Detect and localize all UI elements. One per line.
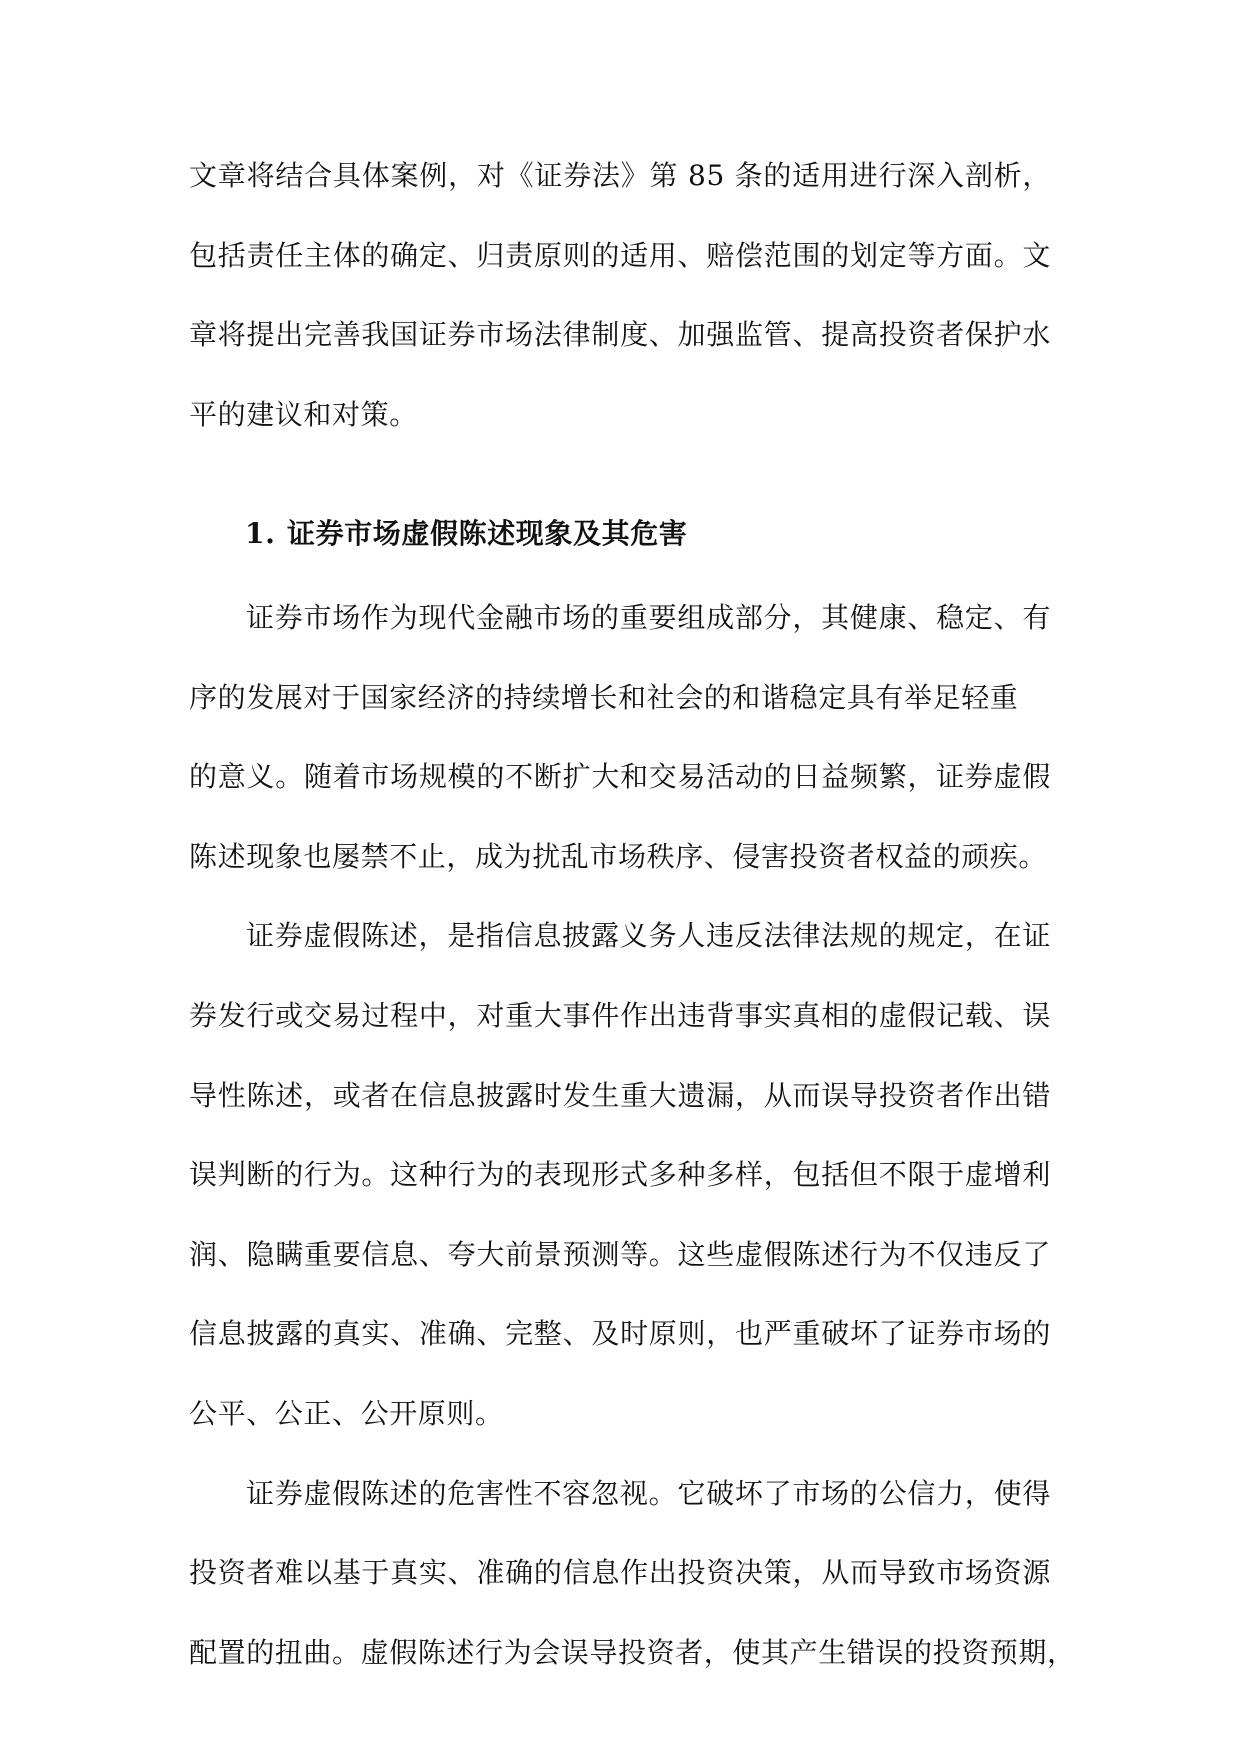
text-line: 润、隐瞒重要信息、夸大前景预测等。这些虚假陈述行为不仅违反了	[189, 1237, 1051, 1271]
text-line: 的意义。随着市场规模的不断扩大和交易活动的日益频繁，证券虚假	[189, 760, 1051, 794]
section-heading	[189, 494, 1051, 574]
text-line: 配置的扭曲。虚假陈述行为会误导投资者，使其产生错误的投资预期，	[189, 1635, 1076, 1669]
paragraph	[189, 578, 1051, 896]
text-line: 投资者难以基于真实、准确的信息作出投资决策，从而导致市场资源	[189, 1556, 1051, 1590]
section-title: 证券市场虚假陈述现象及其危害	[287, 517, 688, 551]
text-line: 证券虚假陈述的危害性不容忽视。它破坏了市场的公信力，使得	[246, 1476, 1051, 1510]
document-body	[189, 136, 1076, 1692]
text-line: 平的建议和对策。	[189, 397, 418, 431]
text-line: 导性陈述，或者在信息披露时发生重大遗漏，从而误导投资者作出错	[189, 1078, 1051, 1112]
intro-paragraph	[189, 136, 1051, 454]
text-line: 陈述现象也屡禁不止，成为扰乱市场秩序、侵害投资者权益的顽疾。	[189, 839, 1048, 873]
paragraph	[189, 1454, 1076, 1693]
section-number: 1.	[245, 517, 276, 551]
text-line: 包括责任主体的确定、归责原则的适用、赔偿范围的划定等方面。文	[189, 238, 1051, 272]
text-line: 证券市场作为现代金融市场的重要组成部分，其健康、稳定、有	[246, 600, 1051, 634]
text-line: 序的发展对于国家经济的持续增长和社会的和谐稳定具有举足轻重	[189, 680, 1019, 714]
text-line: 证券虚假陈述，是指信息披露义务人违反法律法规的规定，在证	[246, 919, 1051, 953]
text-line: 公平、公正、公开原则。	[189, 1396, 504, 1430]
text-line: 券发行或交易过程中，对重大事件作出违背事实真相的虚假记载、误	[189, 998, 1051, 1032]
text-line: 文章将结合具体案例，对《证券法》第 85 条的适用进行深入剖析，	[189, 159, 1051, 192]
text-line: 误判断的行为。这种行为的表现形式多种多样，包括但不限于虚增利	[189, 1158, 1051, 1192]
paragraph	[189, 896, 1051, 1453]
text-line: 章将提出完善我国证券市场法律制度、加强监管、提高投资者保护水	[189, 318, 1051, 352]
text-line: 信息披露的真实、准确、完整、及时原则，也严重破坏了证券市场的	[189, 1317, 1051, 1351]
